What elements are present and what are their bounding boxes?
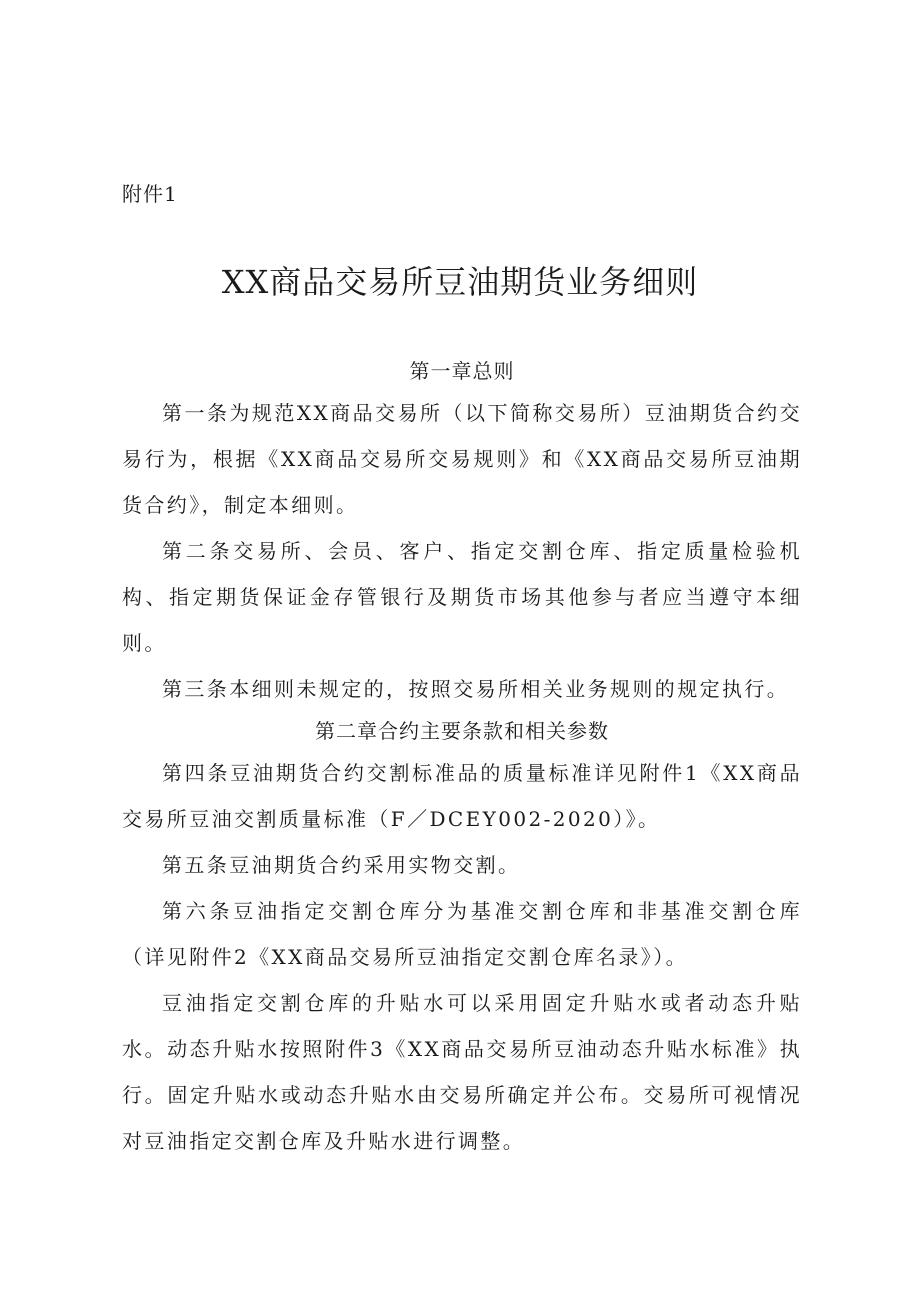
article-paragraph: 第六条豆油指定交割仓库分为基准交割仓库和非基准交割仓库（详见附件2《XX商品交易所豆油指定交割仓库名录》）。 (122, 899, 802, 969)
article-paragraph: 第五条豆油期货合约采用实物交割。 (162, 853, 521, 877)
article-paragraph: 豆油指定交割仓库的升贴水可以采用固定升贴水或者动态升贴水。动态升贴水按照附件3《XX商品交易所豆油动态升贴水标准》执行。固定升贴水或动态升贴水由交易所确定并公布。交易所可视情况对豆油指定交割仓库及升贴水进行调整。 (122, 991, 802, 1153)
attachment-label: 附件1 (122, 182, 178, 206)
document-body (122, 352, 802, 1164)
chapter-heading: 第一章总则 (409, 359, 515, 383)
article-paragraph: 第四条豆油期货合约交割标准品的质量标准详见附件1《XX商品交易所豆油交割质量标准（F／DCEY002-2020）》。 (122, 761, 802, 831)
article-paragraph: 第二条交易所、会员、客户、指定交割仓库、指定质量检验机构、指定期货保证金存管银行及期货市场其他参与者应当遵守本细则。 (122, 539, 802, 655)
article-paragraph: 第三条本细则未规定的，按照交易所相关业务规则的规定执行。 (162, 677, 790, 701)
document-title: XX商品交易所豆油期货业务细则 (221, 263, 699, 301)
article-paragraph: 第一条为规范XX商品交易所（以下简称交易所）豆油期货合约交易行为，根据《XX商品交易所交易规则》和《XX商品交易所豆油期货合约》，制定本细则。 (122, 401, 802, 517)
chapter-heading: 第二章合约主要条款和相关参数 (315, 719, 609, 743)
